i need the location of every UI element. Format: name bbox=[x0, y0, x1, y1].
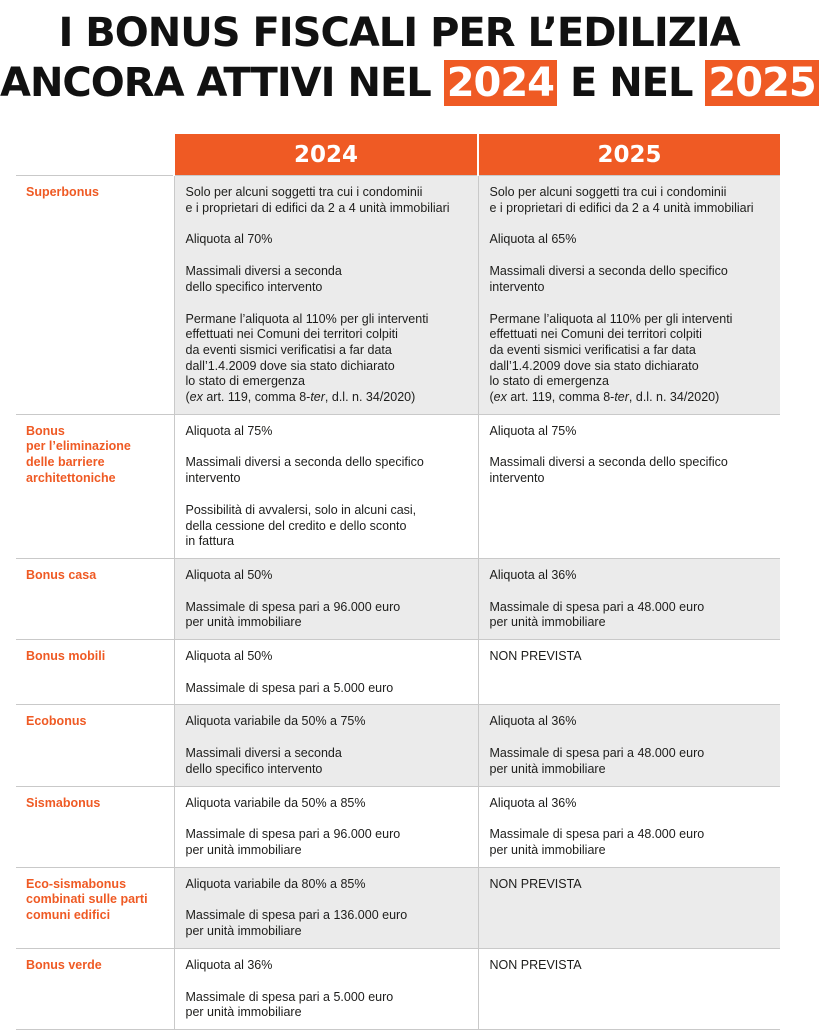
bonus-name-text: Superbonus bbox=[26, 185, 99, 199]
cell-paragraph: Aliquota al 75% bbox=[489, 423, 577, 438]
cell-paragraph: Aliquota al 36% bbox=[489, 795, 577, 810]
table-row bbox=[16, 640, 780, 705]
cell-paragraph: Aliquota al 65% bbox=[489, 232, 577, 247]
cell-2024 bbox=[174, 705, 478, 786]
table-body bbox=[16, 176, 780, 1030]
table-row bbox=[16, 558, 780, 639]
cell-paragraph: Permane l’aliquota al 110% per gli interventi effettuati nei Comuni dei territori colpiti da eventi sismici verificatisi a far data dall’1.4.2009 dove sia stato dichiarato lo stato di emergenza (ex art. 119, comma 8-ter, d.l. n. 34/2020) bbox=[185, 311, 429, 405]
title-line-2 bbox=[0, 58, 816, 108]
cell-2024 bbox=[174, 786, 478, 867]
bonus-name bbox=[16, 786, 174, 867]
cell-paragraph: Possibilità di avvalersi, solo in alcuni casi, della cessione del credito e dello sconto in fattura bbox=[185, 502, 417, 549]
cell-paragraph: Massimale di spesa pari a 48.000 euro per unità immobiliare bbox=[489, 827, 705, 857]
cell-paragraph: Massimale di spesa pari a 136.000 euro per unità immobiliare bbox=[185, 908, 408, 939]
cell-paragraph: Massimali diversi a seconda dello specifico intervento bbox=[185, 455, 424, 486]
cell-paragraph: Aliquota al 36% bbox=[489, 714, 577, 729]
cell-2025 bbox=[478, 558, 780, 639]
cell-paragraph: Solo per alcuni soggetti tra cui i condominii e i proprietari di edifici da 2 a 4 unità immobiliari bbox=[185, 185, 450, 215]
title-year-2024-highlight: 2024 bbox=[444, 60, 557, 106]
cell-paragraph: Massimali diversi a seconda dello specifico intervento bbox=[489, 455, 728, 486]
table-row bbox=[16, 948, 780, 1029]
bonus-name bbox=[16, 640, 174, 705]
bonus-name-text: Bonus per l’eliminazione delle barriere architettoniche bbox=[26, 423, 131, 485]
cell-paragraph: Aliquota variabile da 50% a 75% bbox=[185, 714, 366, 729]
cell-paragraph: Aliquota al 75% bbox=[185, 423, 273, 438]
cell-2024 bbox=[174, 640, 478, 705]
title-line-2-prefix: ANCORA ATTIVI NEL bbox=[0, 60, 444, 106]
cell-paragraph: Massimale di spesa pari a 5.000 euro per unità immobiliare bbox=[185, 989, 394, 1020]
table-row bbox=[16, 705, 780, 786]
bonus-name bbox=[16, 948, 174, 1029]
column-header-2025: 2025 bbox=[478, 134, 780, 176]
bonus-name-text: Bonus casa bbox=[26, 567, 97, 582]
bonus-name-text: Bonus verde bbox=[26, 957, 102, 972]
bonus-table bbox=[16, 134, 780, 1030]
title-line-2-mid: E NEL bbox=[557, 60, 706, 106]
cell-paragraph: Solo per alcuni soggetti tra cui i condominii e i proprietari di edifici da 2 a 4 unità immobiliari bbox=[489, 185, 754, 215]
cell-paragraph: Massimali diversi a seconda dello specifico intervento bbox=[185, 746, 342, 776]
cell-2025 bbox=[478, 176, 780, 415]
bonus-name-text: Eco-sismabonus combinati sulle parti comuni edifici bbox=[26, 876, 148, 923]
cell-paragraph: Aliquota al 36% bbox=[185, 957, 273, 972]
table-row bbox=[16, 176, 780, 415]
bonus-name-text: Sismabonus bbox=[26, 795, 101, 810]
cell-2024 bbox=[174, 176, 478, 415]
bonus-name-text: Ecobonus bbox=[26, 714, 87, 729]
bonus-name bbox=[16, 414, 174, 558]
cell-paragraph: NON PREVISTA bbox=[489, 957, 582, 972]
cell-paragraph: Massimale di spesa pari a 96.000 euro per unità immobiliare bbox=[185, 599, 401, 630]
bonus-name bbox=[16, 176, 174, 415]
cell-2025 bbox=[478, 414, 780, 558]
cell-paragraph: Massimale di spesa pari a 96.000 euro per unità immobiliare bbox=[185, 827, 401, 857]
table-header-row bbox=[16, 134, 780, 176]
cell-2024 bbox=[174, 867, 478, 948]
cell-paragraph: Permane l’aliquota al 110% per gli interventi effettuati nei Comuni dei territori colpiti da eventi sismici verificatisi a far data dall’1.4.2009 dove sia stato dichiarato lo stato di emergenza (ex art. 119, comma 8-ter, d.l. n. 34/2020) bbox=[489, 311, 733, 405]
page-title bbox=[0, 8, 816, 108]
cell-paragraph: Massimali diversi a seconda dello specifico intervento bbox=[185, 264, 342, 294]
table-row bbox=[16, 786, 780, 867]
bonus-name bbox=[16, 705, 174, 786]
cell-paragraph: Massimale di spesa pari a 48.000 euro per unità immobiliare bbox=[489, 746, 705, 776]
cell-paragraph: Massimale di spesa pari a 48.000 euro per unità immobiliare bbox=[489, 599, 705, 630]
cell-paragraph: Aliquota al 50% bbox=[185, 649, 273, 664]
bonus-name-text: Bonus mobili bbox=[26, 649, 106, 664]
table-row bbox=[16, 414, 780, 558]
title-line-1: I BONUS FISCALI PER L’EDILIZIA bbox=[58, 10, 740, 56]
cell-paragraph: NON PREVISTA bbox=[489, 649, 582, 664]
cell-paragraph: Massimale di spesa pari a 5.000 euro bbox=[185, 680, 394, 695]
cell-2024 bbox=[174, 558, 478, 639]
cell-2025 bbox=[478, 948, 780, 1029]
cell-2024 bbox=[174, 414, 478, 558]
cell-2024 bbox=[174, 948, 478, 1029]
cell-paragraph: Aliquota al 70% bbox=[185, 232, 273, 247]
cell-paragraph: Massimali diversi a seconda dello specifico intervento bbox=[489, 264, 728, 294]
cell-paragraph: Aliquota variabile da 50% a 85% bbox=[185, 795, 366, 810]
cell-paragraph: NON PREVISTA bbox=[489, 876, 582, 891]
cell-2025 bbox=[478, 867, 780, 948]
cell-2025 bbox=[478, 786, 780, 867]
cell-2025 bbox=[478, 705, 780, 786]
title-year-2025-highlight: 2025 bbox=[705, 60, 818, 106]
bonus-name bbox=[16, 558, 174, 639]
cell-paragraph: Aliquota al 36% bbox=[489, 567, 577, 582]
cell-paragraph: Aliquota al 50% bbox=[185, 567, 273, 582]
cell-paragraph: Aliquota variabile da 80% a 85% bbox=[185, 876, 366, 891]
column-header-2024: 2024 bbox=[174, 134, 478, 176]
table-row bbox=[16, 867, 780, 948]
cell-2025 bbox=[478, 640, 780, 705]
bonus-name bbox=[16, 867, 174, 948]
header-empty-cell bbox=[16, 134, 174, 176]
